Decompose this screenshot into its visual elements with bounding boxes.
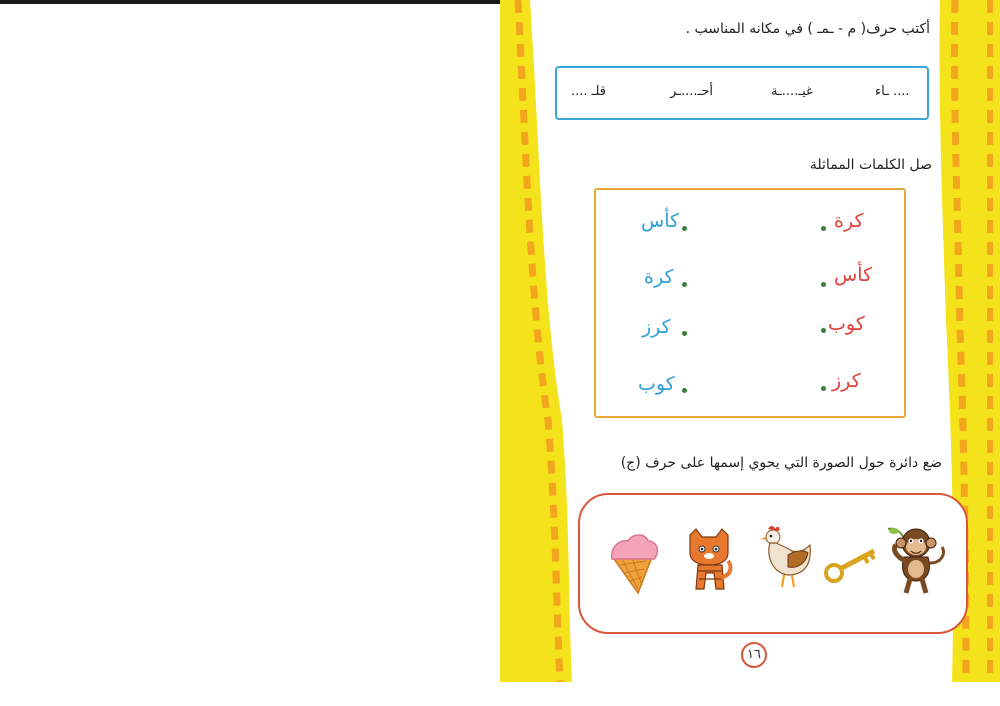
right-dot-3[interactable] — [821, 328, 826, 333]
fill-word-4[interactable]: .... ـاء — [875, 84, 910, 99]
cat-icon[interactable] — [684, 527, 734, 593]
chicken-icon[interactable] — [758, 525, 814, 591]
right-word-1[interactable]: كرة — [834, 210, 864, 232]
matching-box — [594, 188, 906, 418]
ice-cream-icon[interactable] — [608, 531, 662, 595]
left-word-2[interactable]: كرة — [644, 266, 674, 288]
exercise1-instruction: أكتب حرف( م - ـمـ ) في مكانه المناسب . — [685, 21, 930, 37]
left-dot-1[interactable] — [682, 226, 687, 231]
left-dot-3[interactable] — [682, 331, 687, 336]
left-word-1[interactable]: كأس — [641, 210, 680, 232]
fill-letter-box — [555, 66, 929, 120]
worksheet-page — [500, 0, 1000, 682]
right-word-3[interactable]: كوب — [828, 313, 865, 335]
key-icon[interactable] — [824, 545, 880, 585]
left-dot-4[interactable] — [682, 388, 687, 393]
right-word-2[interactable]: كأس — [834, 264, 873, 286]
left-word-3[interactable]: كرز — [642, 316, 671, 338]
left-word-4[interactable]: كوب — [638, 373, 675, 395]
exercise3-instruction: ضع دائرة حول الصورة التي يحوي إسمها على حرف (ج) — [620, 455, 942, 471]
top-rule — [0, 0, 510, 4]
left-dot-2[interactable] — [682, 282, 687, 287]
page-number: ١٦ — [741, 642, 767, 668]
fill-word-2[interactable]: أحـ....ـر — [670, 84, 713, 99]
right-dot-4[interactable] — [821, 386, 826, 391]
right-dot-2[interactable] — [821, 282, 826, 287]
pictures-box — [578, 493, 968, 634]
monkey-icon[interactable] — [886, 523, 948, 597]
page-bottom-margin — [500, 682, 1000, 706]
fill-word-3[interactable]: غيـ....ـة — [771, 84, 813, 99]
right-dot-1[interactable] — [821, 226, 826, 231]
exercise2-instruction: صل الكلمات المماثلة — [809, 157, 932, 173]
right-word-4[interactable]: كرز — [832, 370, 861, 392]
fill-word-1[interactable]: قلـ .... — [571, 84, 606, 99]
